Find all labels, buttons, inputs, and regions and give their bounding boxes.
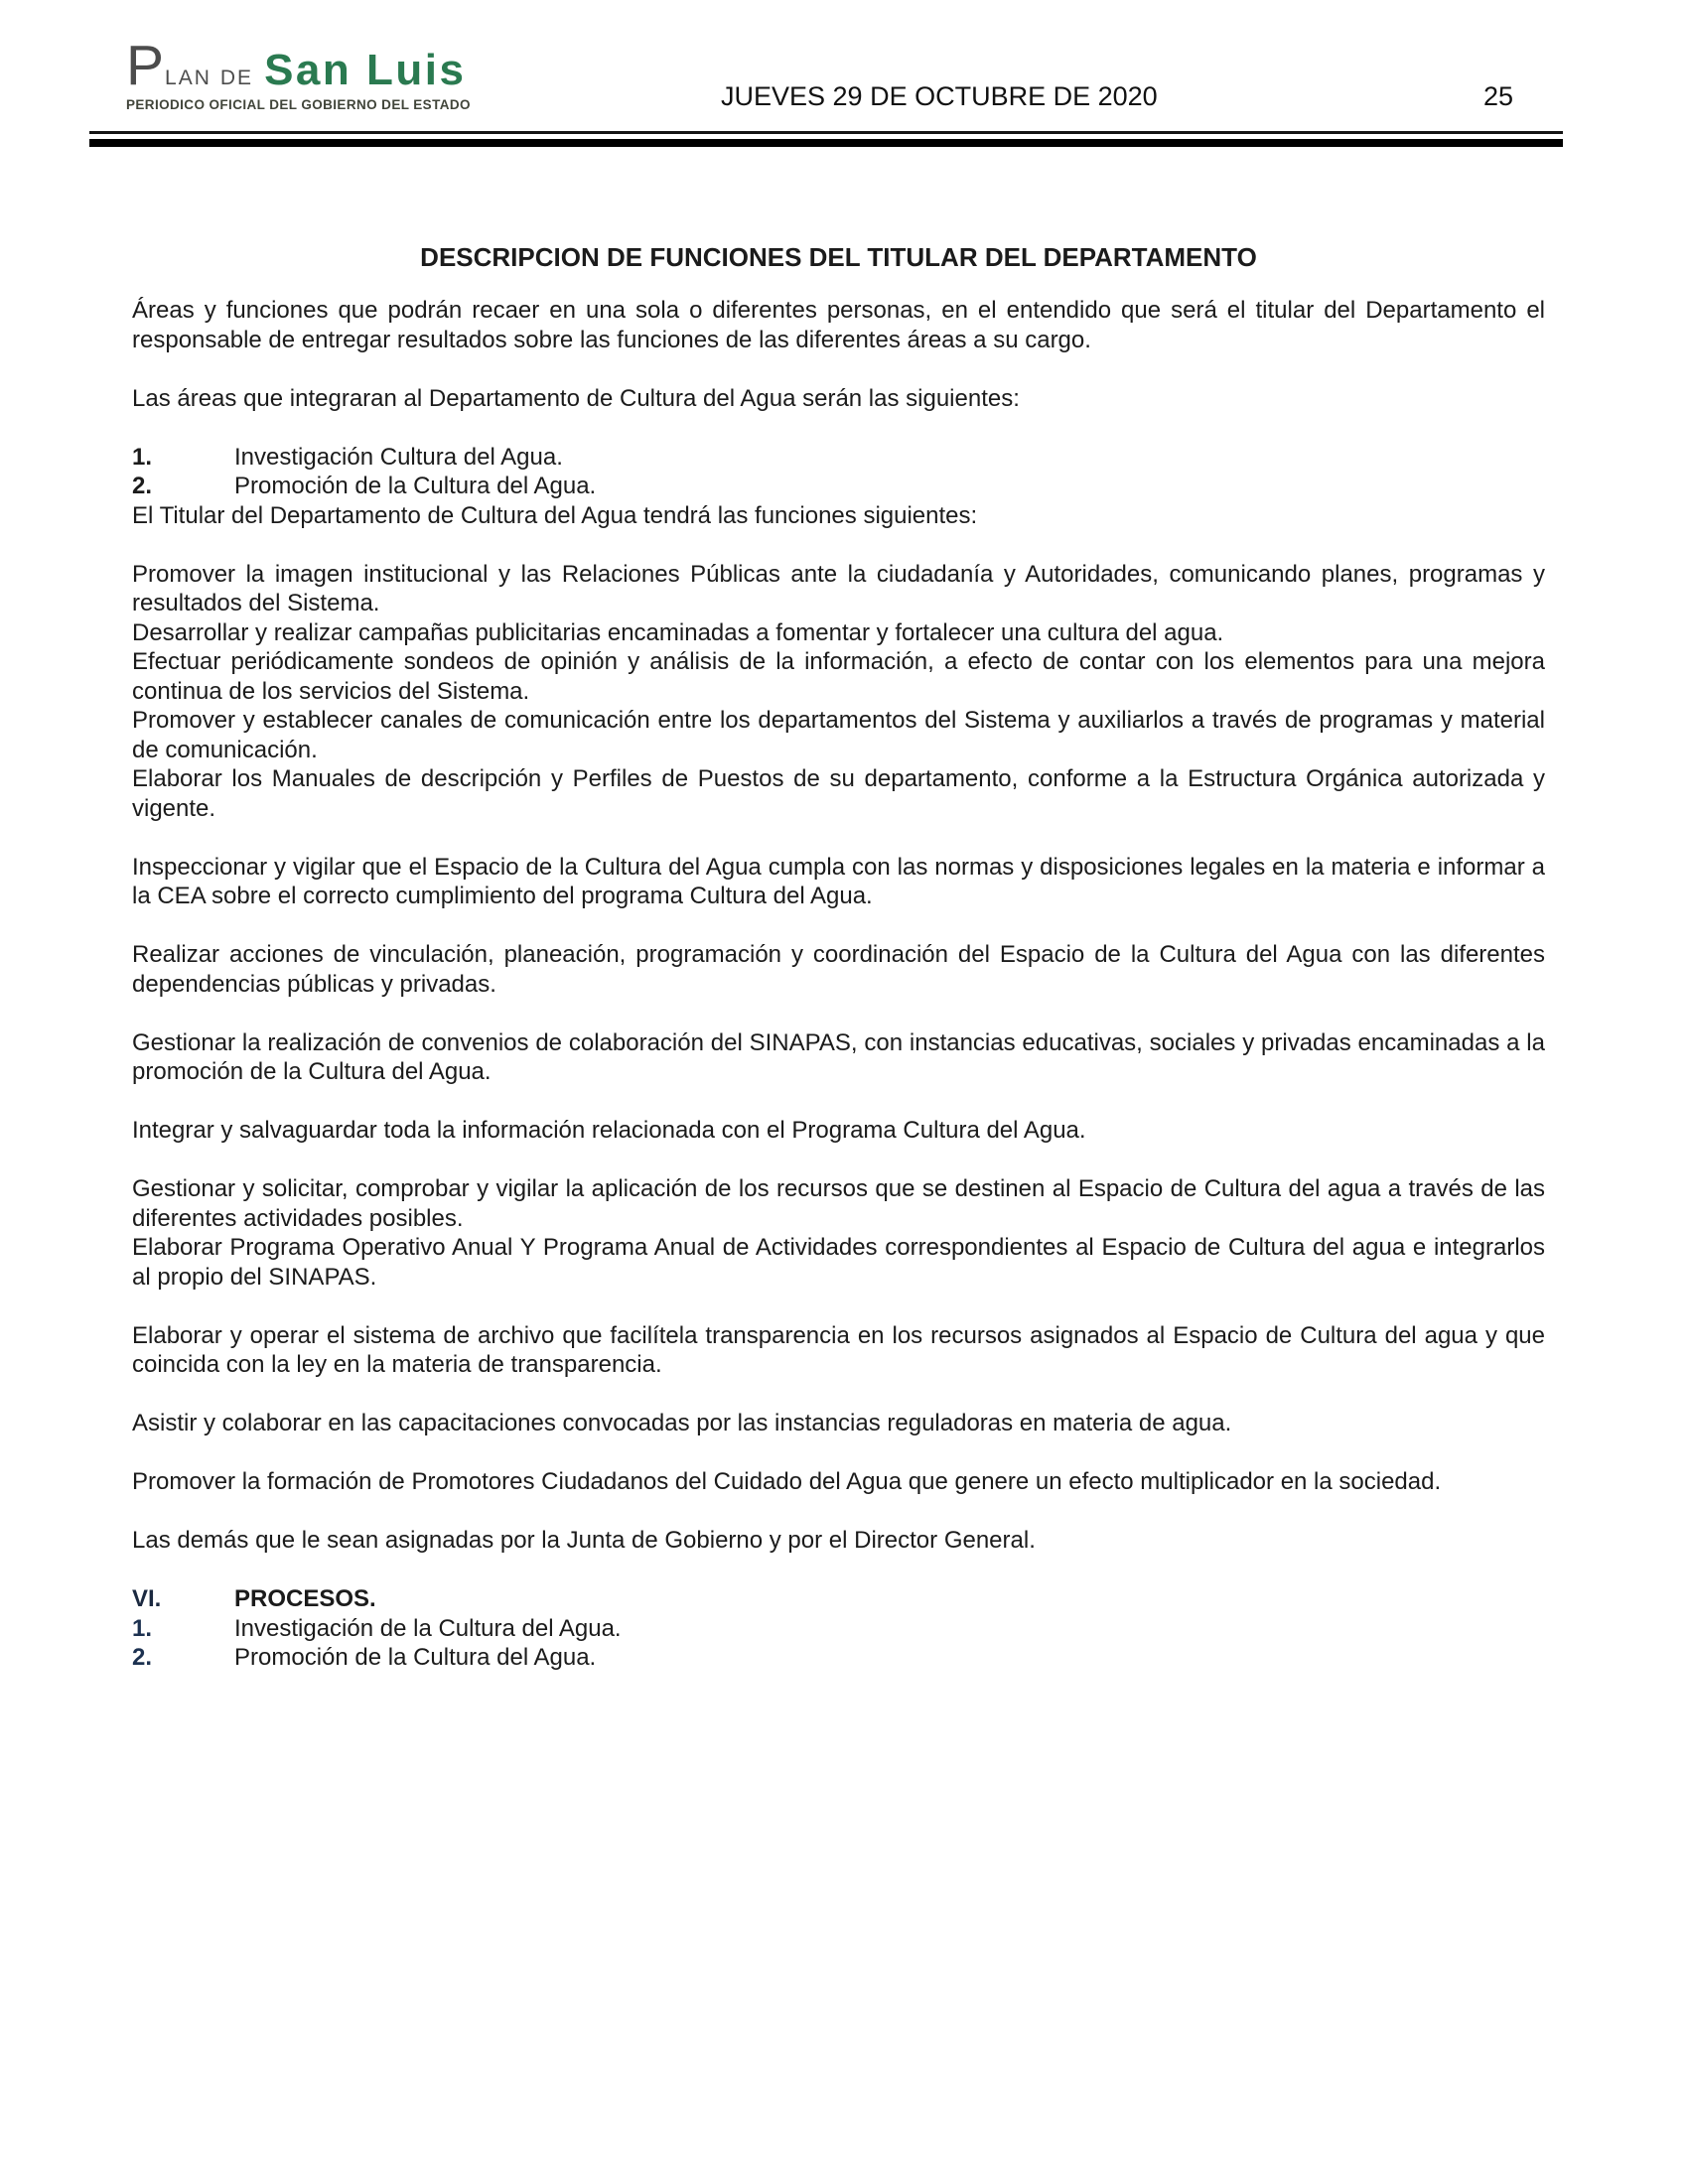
paragraph: Las áreas que integraran al Departamento de Cultura del Agua serán las siguientes: [132, 384, 1020, 412]
paragraph: Asistir y colaborar en las capacitaciones convocadas por las instancias reguladoras en materia de agua. [132, 1410, 1232, 1436]
list-item [132, 472, 1545, 501]
document-title: DESCRIPCION DE FUNCIONES DEL TITULAR DEL DEPARTAMENTO [420, 242, 1257, 272]
list-item [132, 1584, 1545, 1614]
list-number: 1. [132, 443, 153, 471]
document-body [132, 296, 1545, 1673]
header-date: JUEVES 29 DE OCTUBRE DE 2020 [721, 81, 1158, 111]
paragraph: Promover la imagen institucional y las Relaciones Públicas ante la ciudadanía y Autoridades, comunicando planes, programas y resultados del Sistema. [132, 560, 1545, 616]
list-item-text: Promoción de la Cultura del Agua. [234, 473, 597, 499]
logo-plan-initial: P [126, 34, 165, 97]
list-number: 2. [132, 1644, 153, 1671]
list-number: 2. [132, 473, 153, 499]
paragraph: Elaborar y operar el sistema de archivo que facilítela transparencia en los recursos asignados al Espacio de Cultura del agua y que coincida con la ley en la materia de transparencia. [132, 1321, 1545, 1378]
paragraph: Inspeccionar y vigilar que el Espacio de la Cultura del Agua cumpla con las normas y disposiciones legales en la materia e informar a la CEA sobre el correcto cumplimiento del programa Cultura del Agua. [132, 853, 1545, 909]
list-item [132, 1643, 1545, 1673]
paragraph: Integrar y salvaguardar toda la información relacionada con el Programa Cultura del Agua. [132, 1117, 1086, 1144]
paragraph: Gestionar la realización de convenios de colaboración del SINAPAS, con instancias educativas, sociales y privadas encaminadas a la promoción de la Cultura del Agua. [132, 1028, 1545, 1085]
paragraph: Efectuar periódicamente sondeos de opinión y análisis de la información, a efecto de contar con los elementos para una mejora continua de los servicios del Sistema. [132, 648, 1545, 705]
logo-wordmark [126, 34, 471, 97]
list-item-text: Promoción de la Cultura del Agua. [234, 1644, 597, 1671]
paragraph: El Titular del Departamento de Cultura del Agua tendrá las funciones siguientes: [132, 501, 978, 529]
paragraph: Las demás que le sean asignadas por la Junta de Gobierno y por el Director General. [132, 1527, 1036, 1554]
list-item [132, 443, 1545, 473]
header-rule-thin [89, 131, 1563, 134]
paragraph: Promover y establecer canales de comunicación entre los departamentos del Sistema y auxiliarlos a través de programas y material de comunicación. [132, 707, 1545, 763]
list-item-text: Investigación Cultura del Agua. [234, 443, 563, 471]
paragraph: Áreas y funciones que podrán recaer en una sola o diferentes personas, en el entendido que será el titular del Departamento el responsable de entregar resultados sobre las funciones de las diferentes áreas a su cargo. [132, 297, 1545, 353]
logo-de: DE [219, 67, 254, 89]
header-rule-thick [89, 139, 1563, 147]
list-item-text: PROCESOS. [234, 1585, 376, 1612]
logo-subtitle: PERIODICO OFICIAL DEL GOBIERNO DEL ESTADO [126, 97, 471, 112]
logo-plan-rest: LAN [165, 67, 211, 89]
paragraph: Elaborar Programa Operativo Anual Y Programa Anual de Actividades correspondientes al Espacio de Cultura del agua e integrarlos al propio del SINAPAS. [132, 1234, 1545, 1291]
paragraph: Desarrollar y realizar campañas publicitarias encaminadas a fomentar y fortalecer una cultura del agua. [132, 618, 1224, 646]
list-number: VI. [132, 1585, 162, 1612]
newspaper-logo [126, 34, 471, 112]
list-number: 1. [132, 1614, 153, 1642]
paragraph: Promover la formación de Promotores Ciudadanos del Cuidado del Agua que genere un efecto multiplicador en la sociedad. [132, 1468, 1442, 1495]
list-item [132, 1614, 1545, 1644]
document-content [132, 242, 1545, 1673]
paragraph: Gestionar y solicitar, comprobar y vigilar la aplicación de los recursos que se destinen al Espacio de Cultura del agua a través de las diferentes actividades posibles. [132, 1175, 1545, 1232]
paragraph: Realizar acciones de vinculación, planeación, programación y coordinación del Espacio de la Cultura del Agua con las diferentes dependencias públicas y privadas. [132, 941, 1545, 998]
page-number: 25 [1482, 81, 1513, 111]
paragraph: Elaborar los Manuales de descripción y Perfiles de Puestos de su departamento, conforme a la Estructura Orgánica autorizada y vigente. [132, 765, 1545, 822]
list-item-text: Investigación de la Cultura del Agua. [234, 1614, 622, 1642]
logo-san-luis: San Luis [264, 46, 467, 94]
